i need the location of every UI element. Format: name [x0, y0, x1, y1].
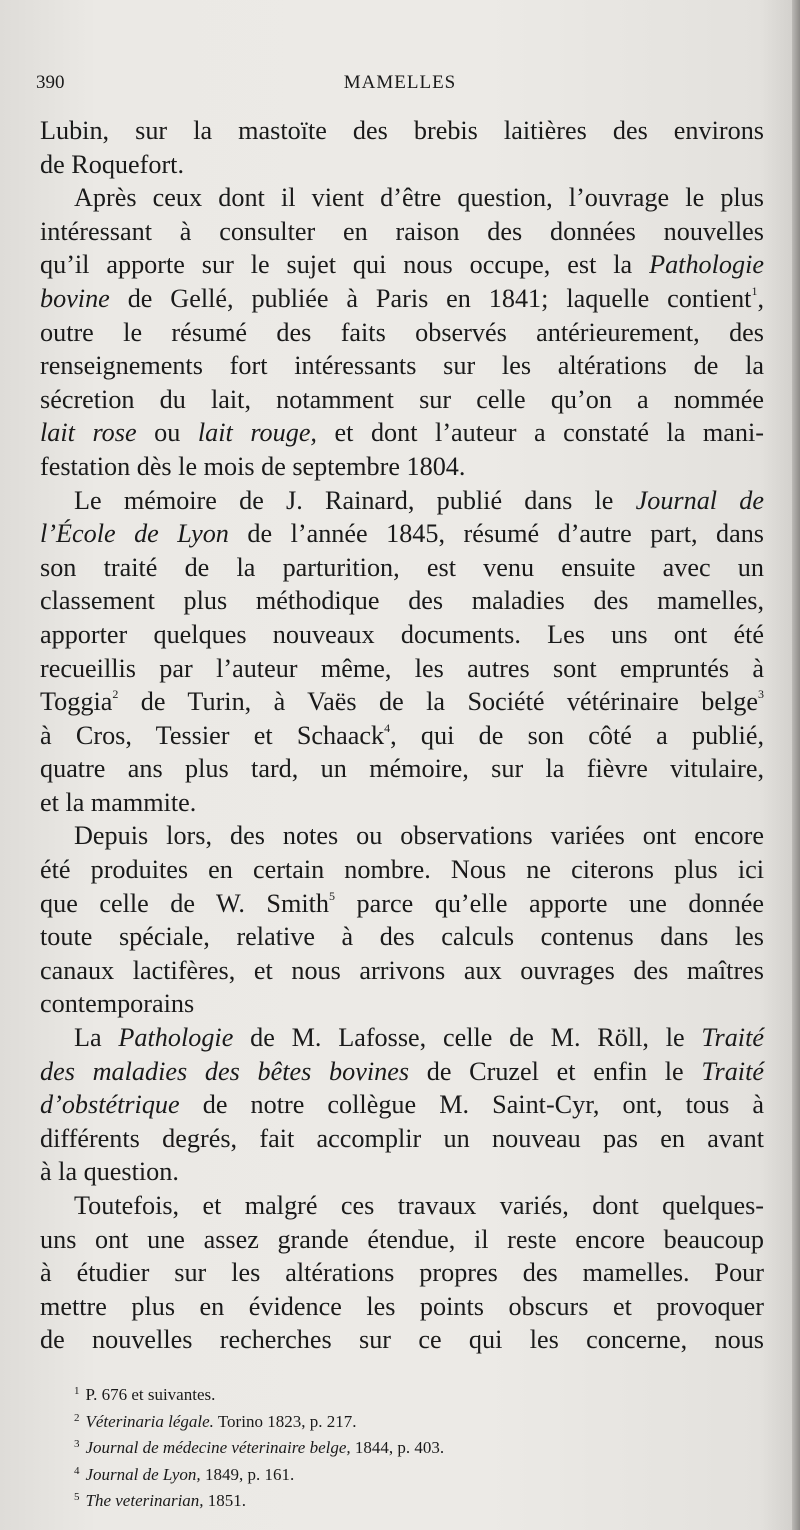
italic-text: lait rouge,: [197, 418, 317, 448]
text-line: [40, 786, 764, 820]
italic-text: The veterinarian,: [85, 1491, 204, 1510]
text-run: toute spéciale, relative à des calculs contenus dans les: [40, 922, 764, 952]
text-run: classement plus méthodique des maladies des mamelles,: [40, 586, 764, 616]
footnote-number: 1: [74, 1385, 80, 1397]
italic-text: d’obstétrique: [40, 1090, 180, 1120]
text-line: [40, 1021, 764, 1055]
text-line: [40, 987, 764, 1021]
text-line: [40, 1088, 764, 1122]
text-line: [40, 853, 764, 887]
italic-text: Journal de Lyon,: [85, 1464, 201, 1484]
italic-text: bovine: [40, 283, 110, 313]
text-line: [40, 450, 764, 484]
text-run: à étudier sur les altérations propres des mamelles. Pour: [40, 1258, 764, 1288]
text-run: différents degrés, fait accomplir un nouveau pas en avant: [40, 1123, 764, 1153]
text-run: 1851.: [203, 1491, 247, 1510]
text-line: [40, 920, 764, 954]
text-run: de M. Lafosse, celle de M. Röll, le: [233, 1023, 702, 1053]
text-run: Toutefois, et malgré ces travaux variés, dont quelques-: [74, 1191, 764, 1220]
text-run: qu’il apporte sur le sujet qui nous occupe, est la: [40, 250, 650, 280]
text-line: [40, 1155, 764, 1189]
text-line: [40, 349, 764, 383]
text-run: uns ont une assez grande étendue, il reste encore beaucoup: [40, 1224, 764, 1254]
page-edge-shadow: [792, 0, 800, 1530]
footnote-ref: 5: [329, 888, 336, 903]
footnote: [74, 1433, 734, 1460]
text-line: [40, 1223, 764, 1257]
text-run: renseignements fort intéressants sur les altérations de la: [40, 351, 764, 381]
text-run: et dont l’auteur a constaté la mani-: [316, 418, 765, 448]
text-run: été produites en certain nombre. Nous ne citerons plus ici: [40, 855, 764, 885]
text-run: 1844, p. 403.: [350, 1438, 445, 1457]
italic-text: Traité: [701, 1056, 764, 1086]
footnotes: [74, 1380, 734, 1513]
footnote-number: 5: [74, 1491, 80, 1503]
text-run: à Cros, Tessier et Schaack: [40, 720, 385, 750]
text-line: [40, 1122, 764, 1156]
text-line: [40, 416, 764, 450]
text-line: [40, 954, 764, 988]
body-text: [40, 114, 764, 1357]
text-run: ou: [136, 418, 198, 448]
text-run: Toggia: [40, 687, 113, 717]
footnote-ref: 2: [112, 687, 119, 702]
text-line: [40, 1189, 764, 1223]
text-run: recueillis par l’auteur même, les autres sont empruntés à: [40, 653, 764, 683]
text-run: de Cruzel et enfin le: [409, 1056, 702, 1086]
text-line: [40, 148, 764, 182]
text-run: de Turin, à Vaës de la Société vétérinaire belge: [118, 687, 758, 717]
footnote: [74, 1486, 734, 1513]
footnote-ref: 3: [758, 687, 764, 702]
text-run: quatre ans plus tard, un mémoire, sur la fièvre vitulaire,: [40, 754, 764, 784]
italic-text: des maladies des bêtes bovines: [40, 1056, 410, 1086]
text-line: [40, 316, 764, 350]
text-run: canaux lactifères, et nous arrivons aux ouvrages des maîtres: [40, 955, 764, 985]
footnote: [74, 1460, 734, 1487]
text-run: de notre collègue M. Saint-Cyr, ont, tous à: [179, 1090, 764, 1120]
text-run: Après ceux dont il vient d’être question, l’ouvrage le plus: [74, 183, 764, 213]
italic-text: Traité: [701, 1023, 764, 1053]
text-line: [40, 282, 764, 316]
text-run: de nouvelles recherches sur ce qui les concerne, nous: [40, 1325, 764, 1355]
italic-text: Journal de médecine véterinaire belge,: [85, 1438, 351, 1457]
text-run: , qui de son côté a publié,: [390, 720, 764, 750]
text-run: Lubin, sur la mastoïte des brebis laitières des environs: [40, 116, 764, 145]
text-line: [40, 1256, 764, 1290]
text-run: ,: [757, 283, 764, 313]
text-run: 1849, p. 161.: [200, 1464, 295, 1484]
page-number: 390: [36, 72, 65, 93]
italic-text: lait rose: [40, 418, 137, 448]
text-run: et la mammite.: [40, 787, 197, 817]
text-line: [40, 819, 764, 853]
text-line: [40, 215, 764, 249]
text-run: de l’année 1845, résumé d’autre part, dans: [228, 519, 764, 549]
footnote-number: 2: [74, 1411, 80, 1424]
text-line: [40, 652, 764, 686]
text-line: [40, 383, 764, 417]
text-run: La: [74, 1023, 119, 1053]
text-run: à la question.: [40, 1157, 179, 1187]
footnote: [74, 1407, 734, 1434]
text-line: [40, 484, 764, 518]
text-line: [40, 1055, 764, 1089]
text-line: [40, 1323, 764, 1357]
text-run: P. 676 et suivantes.: [85, 1385, 216, 1404]
text-run: parce qu’elle apporte une donnée: [335, 888, 764, 918]
text-run: sécretion du lait, notamment sur celle qu’on a nommée: [40, 384, 764, 414]
text-line: [40, 1290, 764, 1324]
footnote-ref: 4: [384, 720, 391, 735]
text-line: [40, 181, 764, 215]
text-run: son traité de la parturition, est venu ensuite avec un: [40, 552, 764, 582]
footnote-number: 3: [74, 1438, 80, 1450]
italic-text: Véterinaria légale.: [85, 1411, 214, 1431]
footnote: [74, 1380, 734, 1407]
text-line: [40, 517, 764, 551]
text-line: [40, 618, 764, 652]
running-head: MAMELLES: [343, 72, 457, 93]
text-run: contemporains: [40, 989, 195, 1019]
text-line: [40, 551, 764, 585]
text-run: intéressant à consulter en raison des données nouvelles: [40, 216, 764, 246]
italic-text: Pathologie: [118, 1023, 234, 1053]
text-run: de Gellé, publiée à Paris en 1841; laquelle contient: [109, 283, 752, 313]
text-line: [40, 752, 764, 786]
text-run: apporter quelques nouveaux documents. Les uns ont été: [40, 619, 764, 649]
text-run: festation dès le mois de septembre 1804.: [40, 451, 466, 481]
italic-text: Pathologie: [649, 250, 764, 280]
text-run: Depuis lors, des notes ou observations variées ont encore: [74, 821, 764, 851]
text-run: Le mémoire de J. Rainard, publié dans le: [74, 485, 636, 515]
text-run: que celle de W. Smith: [40, 888, 330, 918]
italic-text: Journal de: [635, 485, 764, 515]
text-run: outre le résumé des faits observés antérieurement, des: [40, 317, 764, 347]
text-run: mettre plus en évidence les points obscurs et provoquer: [40, 1291, 764, 1321]
text-line: [40, 248, 764, 282]
text-line: [40, 584, 764, 618]
text-line: [40, 719, 764, 753]
text-line: [40, 114, 764, 148]
footnote-ref: 1: [751, 283, 758, 298]
text-run: Torino 1823, p. 217.: [213, 1411, 357, 1431]
italic-text: l’École de Lyon: [40, 519, 229, 549]
page-header: [36, 72, 764, 102]
text-run: de Roquefort.: [40, 149, 184, 179]
footnote-number: 4: [74, 1464, 80, 1477]
text-line: [40, 887, 764, 921]
text-line: [40, 685, 764, 719]
